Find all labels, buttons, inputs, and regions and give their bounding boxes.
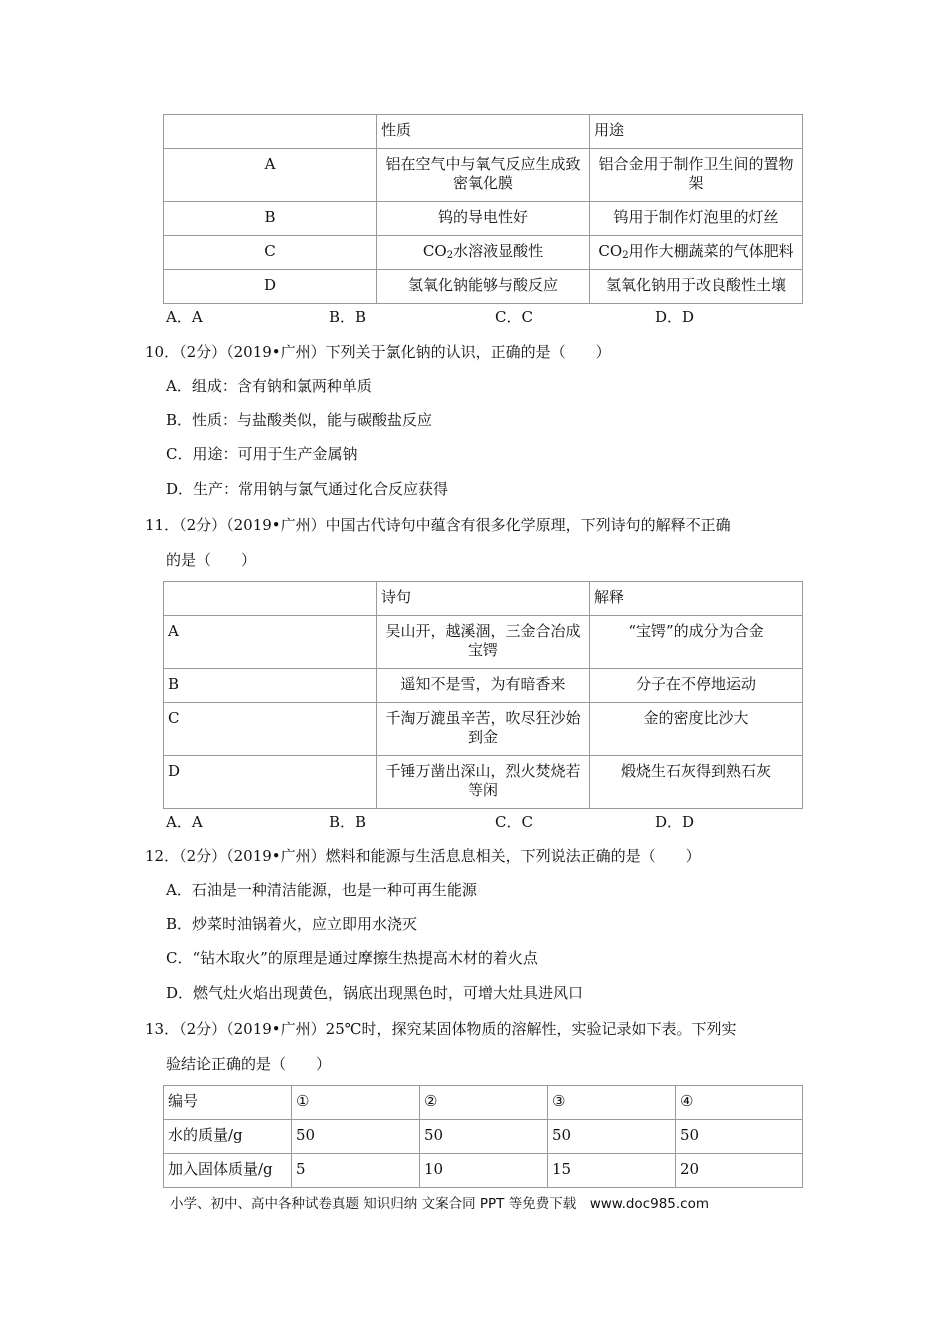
table-header-cell: 解释 [590,582,803,616]
table-row [164,703,803,756]
option-a[interactable]: A．组成：含有钠和氯两种单质 [166,377,372,395]
table-cell: 15 [548,1154,676,1188]
option-b[interactable]: B．炒菜时油锅着火，应立即用水浇灭 [166,915,418,933]
table-cell: C [164,236,377,270]
table-cell: 千淘万漉虽辛苦，吹尽狂沙始到金 [377,703,590,756]
question-13-stem-cont: 验结论正确的是（ ） [166,1055,332,1073]
option-c[interactable]: C．用途：可用于生产金属钠 [166,445,358,463]
table-header-cell: ① [292,1086,420,1120]
option-a[interactable]: A．石油是一种清洁能源，也是一种可再生能源 [166,881,477,899]
option-d[interactable]: D．燃气灶火焰出现黄色，锅底出现黑色时，可增大灶具进风口 [166,984,584,1002]
table-cell: 10 [420,1154,548,1188]
table-cell: A [164,149,377,202]
table-header-row [164,115,803,149]
option-c[interactable]: C．C [495,813,533,831]
table-cell: $CO_2$用作大棚蔬菜的气体肥料 [590,236,803,270]
question-11-stem: 11．（2分）（2019•广州）中国古代诗句中蕴含有很多化学原理，下列诗句的解释不正确 [145,516,731,534]
table-header-cell: 诗句 [377,582,590,616]
table-cell: 5 [292,1154,420,1188]
option-a[interactable]: A．A [166,308,203,326]
table-cell: 遥知不是雪，为有暗香来 [377,669,590,703]
table-cell: 20 [676,1154,803,1188]
table-header-row [164,1086,803,1120]
table-cell: 金的密度比沙大 [590,703,803,756]
question-12-stem: 12．（2分）（2019•广州）燃料和能源与生活息息相关，下列说法正确的是（ ） [145,847,701,865]
table-cell: 50 [292,1120,420,1154]
table-header-cell: 性质 [377,115,590,149]
option-d[interactable]: D．D [655,308,695,326]
question-11-stem-cont: 的是（ ） [166,551,257,569]
option-d[interactable]: D．D [655,813,695,831]
answer-options-q9 [166,307,766,327]
table-cell: 钨用于制作灯泡里的灯丝 [590,202,803,236]
table-cell [164,115,377,149]
table-cell: “宝锷”的成分为合金 [590,616,803,669]
table-header-cell: ④ [676,1086,803,1120]
table-cell: D [164,756,377,809]
table-row [164,1120,803,1154]
table-row [164,1154,803,1188]
solubility-table [163,1085,803,1188]
table-row [164,616,803,669]
table-cell: 分子在不停地运动 [590,669,803,703]
table-cell: 钨的导电性好 [377,202,590,236]
table-row [164,202,803,236]
option-c[interactable]: C．“钻木取火”的原理是通过摩擦生热提高木材的着火点 [166,949,538,967]
table-row [164,236,803,270]
table-cell: 水的质量/g [164,1120,292,1154]
table-row [164,270,803,304]
table-cell: 铝合金用于制作卫生间的置物架 [590,149,803,202]
table-cell: 吴山开，越溪涸，三金合冶成宝锷 [377,616,590,669]
table-cell: A [164,616,377,669]
table-cell: 铝在空气中与氧气反应生成致密氧化膜 [377,149,590,202]
option-c[interactable]: C．C [495,308,533,326]
table-cell: 氢氧化钠用于改良酸性土壤 [590,270,803,304]
question-13-stem: 13．（2分）（2019•广州）25℃时，探究某固体物质的溶解性，实验记录如下表。下列实 [145,1020,737,1038]
table-cell: 50 [676,1120,803,1154]
answer-options-q11 [166,812,766,832]
table-cell: 氢氧化钠能够与酸反应 [377,270,590,304]
table-cell: 50 [548,1120,676,1154]
table-cell: 50 [420,1120,548,1154]
table-cell: C [164,703,377,756]
table-cell: 煅烧生石灰得到熟石灰 [590,756,803,809]
table-cell: D [164,270,377,304]
table-header-cell: ③ [548,1086,676,1120]
co2-formula: $CO_2$ [598,242,629,261]
table-cell: B [164,669,377,703]
table-row [164,669,803,703]
table-cell: B [164,202,377,236]
table-cell: $CO_2$水溶液显酸性 [377,236,590,270]
option-d[interactable]: D．生产：常用钠与氯气通过化合反应获得 [166,480,449,498]
table-header-row [164,582,803,616]
option-a[interactable]: A．A [166,813,203,831]
table-header-cell: ② [420,1086,548,1120]
table-header-cell: 编号 [164,1086,292,1120]
option-b[interactable]: B．性质：与盐酸类似，能与碳酸盐反应 [166,411,433,429]
co2-formula: $CO_2$ [422,242,454,261]
option-b[interactable]: B．B [329,813,367,831]
table-cell: 千锤万凿出深山，烈火焚烧若等闲 [377,756,590,809]
table-row [164,149,803,202]
poem-explanation-table [163,581,803,809]
question-10-stem: 10．（2分）（2019•广州）下列关于氯化钠的认识，正确的是（ ） [145,343,611,361]
property-use-table [163,114,803,304]
table-cell: 加入固体质量/g [164,1154,292,1188]
table-cell [164,582,377,616]
page-footer: 小学、初中、高中各种试卷真题 知识归纳 文案合同 PPT 等免费下载 www.doc985.com [170,1196,710,1212]
table-header-cell: 用途 [590,115,803,149]
table-row [164,756,803,809]
option-b[interactable]: B．B [329,308,367,326]
